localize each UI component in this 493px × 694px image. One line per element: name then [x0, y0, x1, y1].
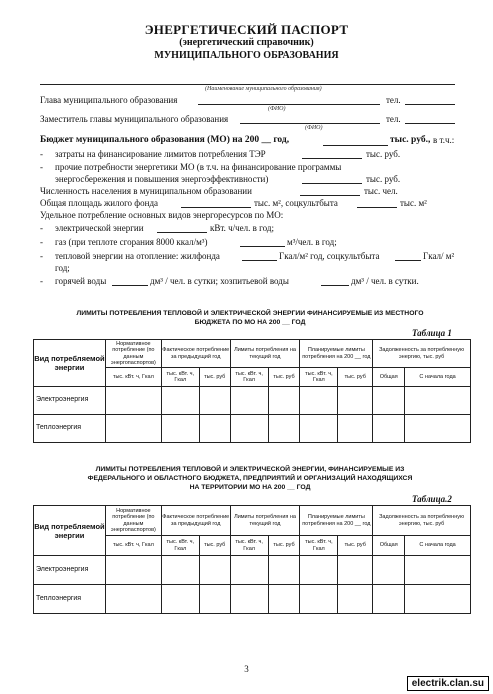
table-1-caption: Таблица 1 — [412, 328, 452, 338]
table-1-header-debt: Задолженность за потребленную энергию, тыс. руб — [373, 340, 471, 368]
expense-2-label-cont: энергосбережения и повышения энергоэффективности) — [55, 174, 269, 184]
gas-label: газ (при теплоте сгорания 8000 ккал/м³) — [55, 237, 208, 247]
electricity-label: электрической энергии — [55, 223, 144, 233]
table-2-sub-debt-start: С начала года — [405, 536, 471, 556]
table-2-header-type: Вид потребляемой энергии — [34, 506, 106, 556]
bullet: - — [40, 162, 43, 172]
table-cell[interactable] — [105, 556, 161, 585]
table-2 — [33, 505, 471, 614]
area-social-line — [357, 207, 397, 208]
table-1-sub-fact-kwh: тыс. кВт. ч, Гкал — [161, 368, 199, 387]
table-row — [34, 387, 471, 415]
specific-consumption-label: Удельное потребление основных видов энергоресурсов по МО: — [40, 210, 284, 220]
table-1-sub-debt-total: Общая — [373, 368, 405, 387]
bullet: - — [40, 237, 43, 247]
page-subtitle: (энергетический справочник) — [179, 37, 314, 48]
table-2-sub-debt-total: Общая — [373, 536, 405, 556]
table-cell[interactable] — [373, 387, 405, 415]
expense-2-unit: тыс. руб. — [366, 174, 401, 184]
table-cell[interactable] — [199, 415, 230, 443]
table-cell[interactable] — [300, 387, 338, 415]
municipality-name-caption: (Наименование муниципального образования) — [205, 86, 322, 92]
table-cell[interactable] — [338, 556, 373, 585]
table-2-header-debt: Задолженность за потребленную энергию, тыс. руб — [373, 506, 471, 536]
electricity-unit: кВт. ч/чел. в год; — [210, 223, 274, 233]
budget-amount-line — [323, 145, 388, 146]
expense-1-label: затраты на финансирование лимитов потребления ТЭР — [55, 149, 266, 159]
table-cell[interactable] — [268, 585, 300, 614]
table-cell[interactable] — [199, 556, 230, 585]
municipality-name-line — [40, 84, 455, 85]
area-housing-line — [181, 207, 251, 208]
table-2-header-norm: Нормативное потребление (по данным энергопаспортов) — [105, 506, 161, 536]
table-1-row-heat: Теплоэнергия — [34, 415, 106, 443]
section-1-heading-line-2: БЮДЖЕТА ПО МО НА 200 __ ГОД — [194, 319, 306, 326]
table-cell[interactable] — [161, 415, 199, 443]
section-2-heading-line-2: ФЕДЕРАЛЬНОГО И ОБЛАСТНОГО БЮДЖЕТА, ПРЕДПРИЯТИЙ И ОРГАНИЗАЦИЙ НАХОДЯЩИХСЯ — [87, 475, 413, 482]
table-cell[interactable] — [300, 556, 338, 585]
table-cell[interactable] — [405, 415, 471, 443]
table-2-caption: Таблица.2 — [412, 494, 452, 504]
table-2-sub-norm: тыс. кВт. ч, Гкал — [105, 536, 161, 556]
table-1-header-type: Вид потребляемой энергии — [34, 340, 106, 387]
table-1-header-limit: Лимиты потребления на текущий год — [230, 340, 300, 368]
table-2-sub-plan-rub: тыс. руб — [338, 536, 373, 556]
table-cell[interactable] — [230, 556, 268, 585]
table-2-sub-limit-kwh: тыс. кВт. ч, Гкал — [230, 536, 268, 556]
area-unit: тыс. м², соцкультбыта — [254, 198, 338, 208]
area-unit-2: тыс. м² — [400, 198, 427, 208]
table-cell[interactable] — [338, 585, 373, 614]
deputy-label: Заместитель главы муниципального образования — [40, 114, 229, 124]
head-name-line — [198, 104, 380, 105]
table-1-header-fact: Фактическое потребление за предыдущий год — [161, 340, 230, 368]
table-cell[interactable] — [105, 415, 161, 443]
expense-1-unit: тыс. руб. — [366, 149, 401, 159]
table-cell[interactable] — [105, 585, 161, 614]
table-1-sub-plan-kwh: тыс. кВт. ч, Гкал — [300, 368, 338, 387]
section-2-heading-line-1: ЛИМИТЫ ПОТРЕБЛЕНИЯ ТЕПЛОВОЙ И ЭЛЕКТРИЧЕСКОЙ ЭНЕРГИИ, ФИНАНСИРУЕМЫЕ ИЗ — [95, 466, 405, 473]
deputy-fio-caption: (ФИО) — [305, 125, 323, 131]
population-line — [300, 195, 360, 196]
bullet: - — [40, 149, 43, 159]
table-cell[interactable] — [405, 585, 471, 614]
table-cell[interactable] — [338, 387, 373, 415]
hot-water-unit: дм³ / чел. в сутки; хозпитьевой воды — [150, 276, 289, 286]
population-label: Численность населения в муниципальном образовании — [40, 186, 252, 196]
table-row — [34, 556, 471, 585]
section-1-heading-line-1: ЛИМИТЫ ПОТРЕБЛЕНИЯ ТЕПЛОВОЙ И ЭЛЕКТРИЧЕСКОЙ ЭНЕРГИИ ФИНАНСИРУЕМЫЕ ИЗ МЕСТНОГО — [76, 310, 424, 317]
table-1-sub-limit-rub: тыс. руб — [268, 368, 300, 387]
heat-unit: Гкал/м² год, соцкультбыта — [279, 251, 380, 261]
table-2-header-fact: Фактическое потребление за предыдущий год — [161, 506, 230, 536]
page-subtitle-2: МУНИЦИПАЛЬНОГО ОБРАЗОВАНИЯ — [154, 50, 339, 61]
table-2-sub-fact-rub: тыс. руб — [199, 536, 230, 556]
table-cell[interactable] — [405, 556, 471, 585]
table-cell[interactable] — [105, 387, 161, 415]
table-cell[interactable] — [300, 585, 338, 614]
bullet: - — [40, 251, 43, 261]
heat-unit-2: Гкал/ м² — [423, 251, 455, 261]
budget-unit: тыс. руб., — [390, 135, 431, 145]
table-1-header-plan: Планируемые лимиты потребления на 200 __ год — [300, 340, 373, 368]
table-cell[interactable] — [373, 585, 405, 614]
expense-1-line — [302, 158, 362, 159]
population-unit: тыс. чел. — [364, 186, 398, 196]
table-cell[interactable] — [230, 387, 268, 415]
head-label: Глава муниципального образования — [40, 95, 178, 105]
head-fio-caption: (ФИО) — [268, 106, 286, 112]
heat-social-line — [395, 260, 421, 261]
table-1-sub-limit-kwh: тыс. кВт. ч, Гкал — [230, 368, 268, 387]
deputy-tel-line — [405, 123, 455, 124]
budget-line: Бюджет муниципального образования (МО) на 200 __ год, — [40, 135, 290, 145]
page-title: ЭНЕРГЕТИЧЕСКИЙ ПАСПОРТ — [144, 22, 349, 37]
table-row — [34, 585, 471, 614]
table-cell[interactable] — [161, 556, 199, 585]
section-1-heading — [40, 309, 460, 327]
table-1-sub-fact-rub: тыс. руб — [199, 368, 230, 387]
expense-2-line — [302, 183, 362, 184]
table-cell[interactable] — [230, 415, 268, 443]
table-1 — [33, 339, 471, 443]
area-label: Общая площадь жилого фонда — [40, 198, 159, 208]
table-cell[interactable] — [199, 585, 230, 614]
page-number: 3 — [244, 664, 249, 674]
table-2-row-electricity: Электроэнергия — [34, 556, 106, 585]
table-cell[interactable] — [230, 585, 268, 614]
heat-tail: год; — [55, 263, 70, 273]
table-2-sub-fact-kwh: тыс. кВт. ч, Гкал — [161, 536, 199, 556]
table-cell[interactable] — [373, 415, 405, 443]
table-2-row-heat: Теплоэнергия — [34, 585, 106, 614]
drinking-water-unit: дм³ / чел. в сутки. — [351, 276, 419, 286]
deputy-name-line — [240, 123, 380, 124]
heat-housing-line — [242, 260, 277, 261]
budget-tail: в т.ч.: — [433, 135, 455, 145]
table-cell[interactable] — [161, 585, 199, 614]
table-cell[interactable] — [300, 415, 338, 443]
table-2-header-limit: Лимиты потребления на текущий год — [230, 506, 300, 536]
table-cell[interactable] — [373, 556, 405, 585]
watermark: electrik.clan.su — [407, 676, 489, 691]
table-1-sub-debt-start: С начала года — [405, 368, 471, 387]
table-2-sub-limit-rub: тыс. руб — [268, 536, 300, 556]
table-row — [34, 415, 471, 443]
table-cell[interactable] — [338, 415, 373, 443]
table-1-sub-plan-rub: тыс. руб — [338, 368, 373, 387]
bullet: - — [40, 276, 43, 286]
table-cell[interactable] — [268, 415, 300, 443]
gas-unit: м³/чел. в год; — [287, 237, 337, 247]
hot-water-label: горячей воды — [55, 276, 107, 286]
heat-label: тепловой энергии на отопление: жилфонда — [55, 251, 220, 261]
table-2-sub-plan-kwh: тыс. кВт. ч, Гкал — [300, 536, 338, 556]
table-cell[interactable] — [161, 387, 199, 415]
table-1-row-electricity: Электроэнергия — [34, 387, 106, 415]
table-cell[interactable] — [268, 387, 300, 415]
expense-2-label: прочие потребности энергетики МО (в т.ч. на финансирование программы — [55, 162, 342, 172]
table-cell[interactable] — [268, 556, 300, 585]
section-2-heading-line-3: НА ТЕРРИТОРИИ МО НА 200 __ ГОД — [189, 484, 311, 491]
drinking-water-line — [321, 285, 349, 286]
head-tel-line — [405, 104, 455, 105]
hot-water-line — [112, 285, 148, 286]
table-2-header-plan: Планируемые лимиты потребления на 200 __ год — [300, 506, 373, 536]
deputy-tel-label: тел. — [386, 114, 401, 124]
table-1-sub-norm: тыс. кВт. ч, Гкал — [105, 368, 161, 387]
head-tel-label: тел. — [386, 95, 401, 105]
bullet: - — [40, 223, 43, 233]
gas-line — [240, 246, 285, 247]
table-cell[interactable] — [199, 387, 230, 415]
section-2-heading — [40, 465, 460, 492]
table-cell[interactable] — [405, 387, 471, 415]
table-1-header-norm: Нормативное потребление (по данным энергопаспортов) — [105, 340, 161, 368]
electricity-line — [157, 232, 207, 233]
